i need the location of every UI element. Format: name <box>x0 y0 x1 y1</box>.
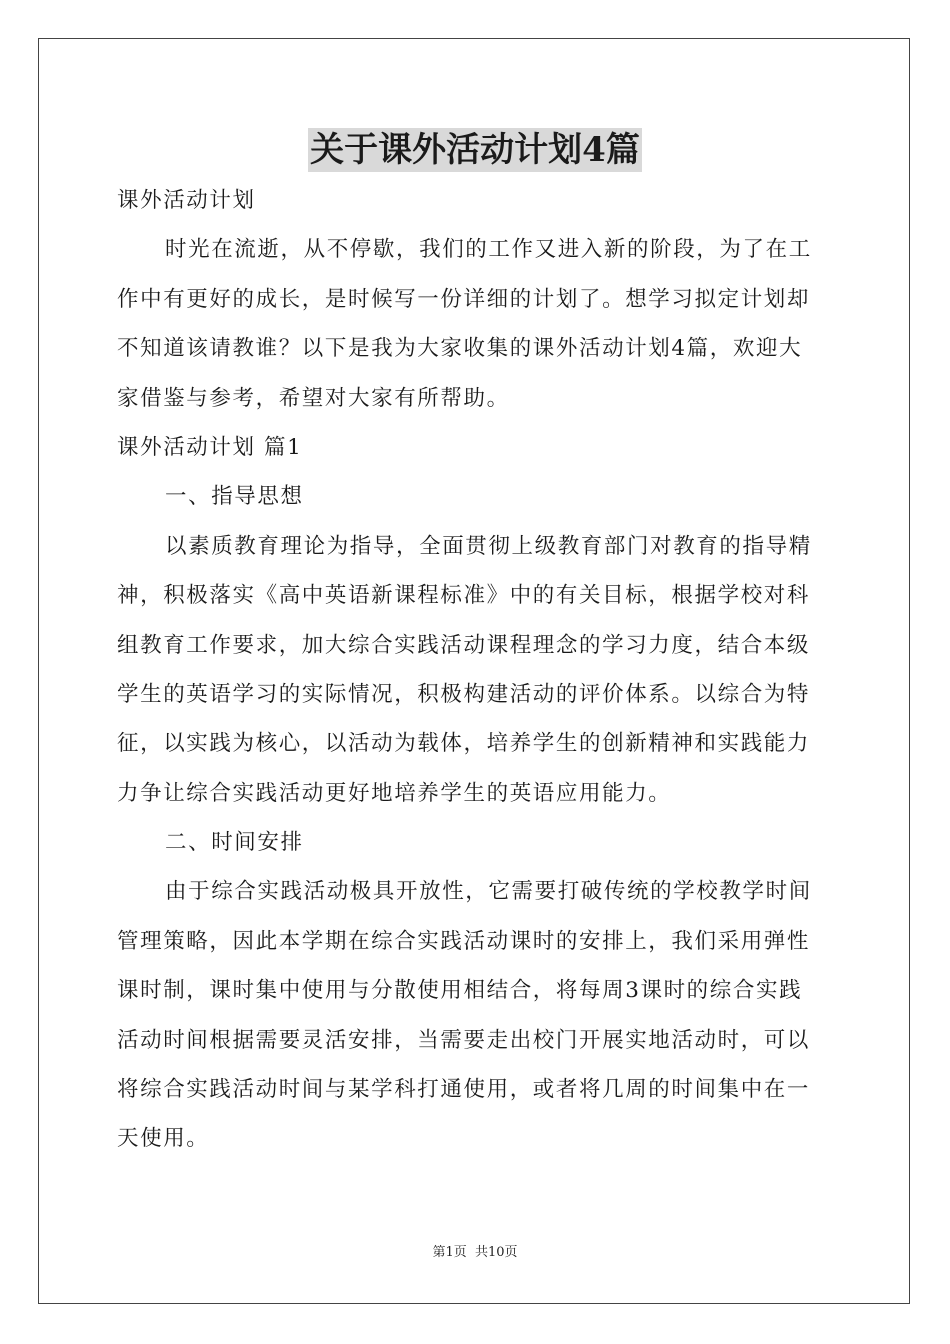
page-footer <box>0 1244 950 1262</box>
text-line: 作中有更好的成长，是时候写一份详细的计划了。想学习拟定计划却 <box>117 286 811 312</box>
text-line: 活动时间根据需要灵活安排，当需要走出校门开展实地活动时，可以 <box>117 1027 811 1053</box>
text-line: 神，积极落实《高中英语新课程标准》中的有关目标，根据学校对科 <box>117 583 811 609</box>
text-line: 课外活动计划 <box>117 188 256 213</box>
text-line: 征，以实践为核心，以活动为载体，培养学生的创新精神和实践能力 <box>117 731 811 757</box>
text-line: 课时制，课时集中使用与分散使用相结合，将每周3课时的综合实践 <box>117 978 803 1004</box>
title-area <box>0 128 950 172</box>
text-line: 课外活动计划 篇1 <box>117 434 303 460</box>
document-body <box>117 176 833 1164</box>
text-line: 将综合实践活动时间与某学科打通使用，或者将几周的时间集中在一 <box>117 1077 811 1103</box>
text-line: 二、时间安排 <box>165 830 304 856</box>
text-line: 一、指导思想 <box>165 484 304 510</box>
page-number: 第1页 <box>432 1245 467 1260</box>
text-line: 力争让综合实践活动更好地培养学生的英语应用能力。 <box>117 780 672 806</box>
text-line: 管理策略，因此本学期在综合实践活动课时的安排上，我们采用弹性 <box>117 928 811 954</box>
page-total: 共10页 <box>474 1245 518 1260</box>
document-title: 关于课外活动计划4篇 <box>310 130 640 170</box>
text-line: 家借鉴与参考，希望对大家有所帮助。 <box>117 385 510 411</box>
text-line: 时光在流逝，从不停歇，我们的工作又进入新的阶段，为了在工 <box>165 237 812 263</box>
text-line: 组教育工作要求，加大综合实践活动课程理念的学习力度，结合本级 <box>117 632 811 658</box>
text-line: 以素质教育理论为指导，全面贯彻上级教育部门对教育的指导精 <box>165 533 812 559</box>
text-line: 不知道该请教谁？以下是我为大家收集的课外活动计划4篇，欢迎大 <box>117 336 803 362</box>
text-line: 学生的英语学习的实际情况，积极构建活动的评价体系。以综合为特 <box>117 681 811 707</box>
text-line: 由于综合实践活动极具开放性，它需要打破传统的学校教学时间 <box>165 879 812 905</box>
text-line: 天使用。 <box>117 1126 210 1152</box>
